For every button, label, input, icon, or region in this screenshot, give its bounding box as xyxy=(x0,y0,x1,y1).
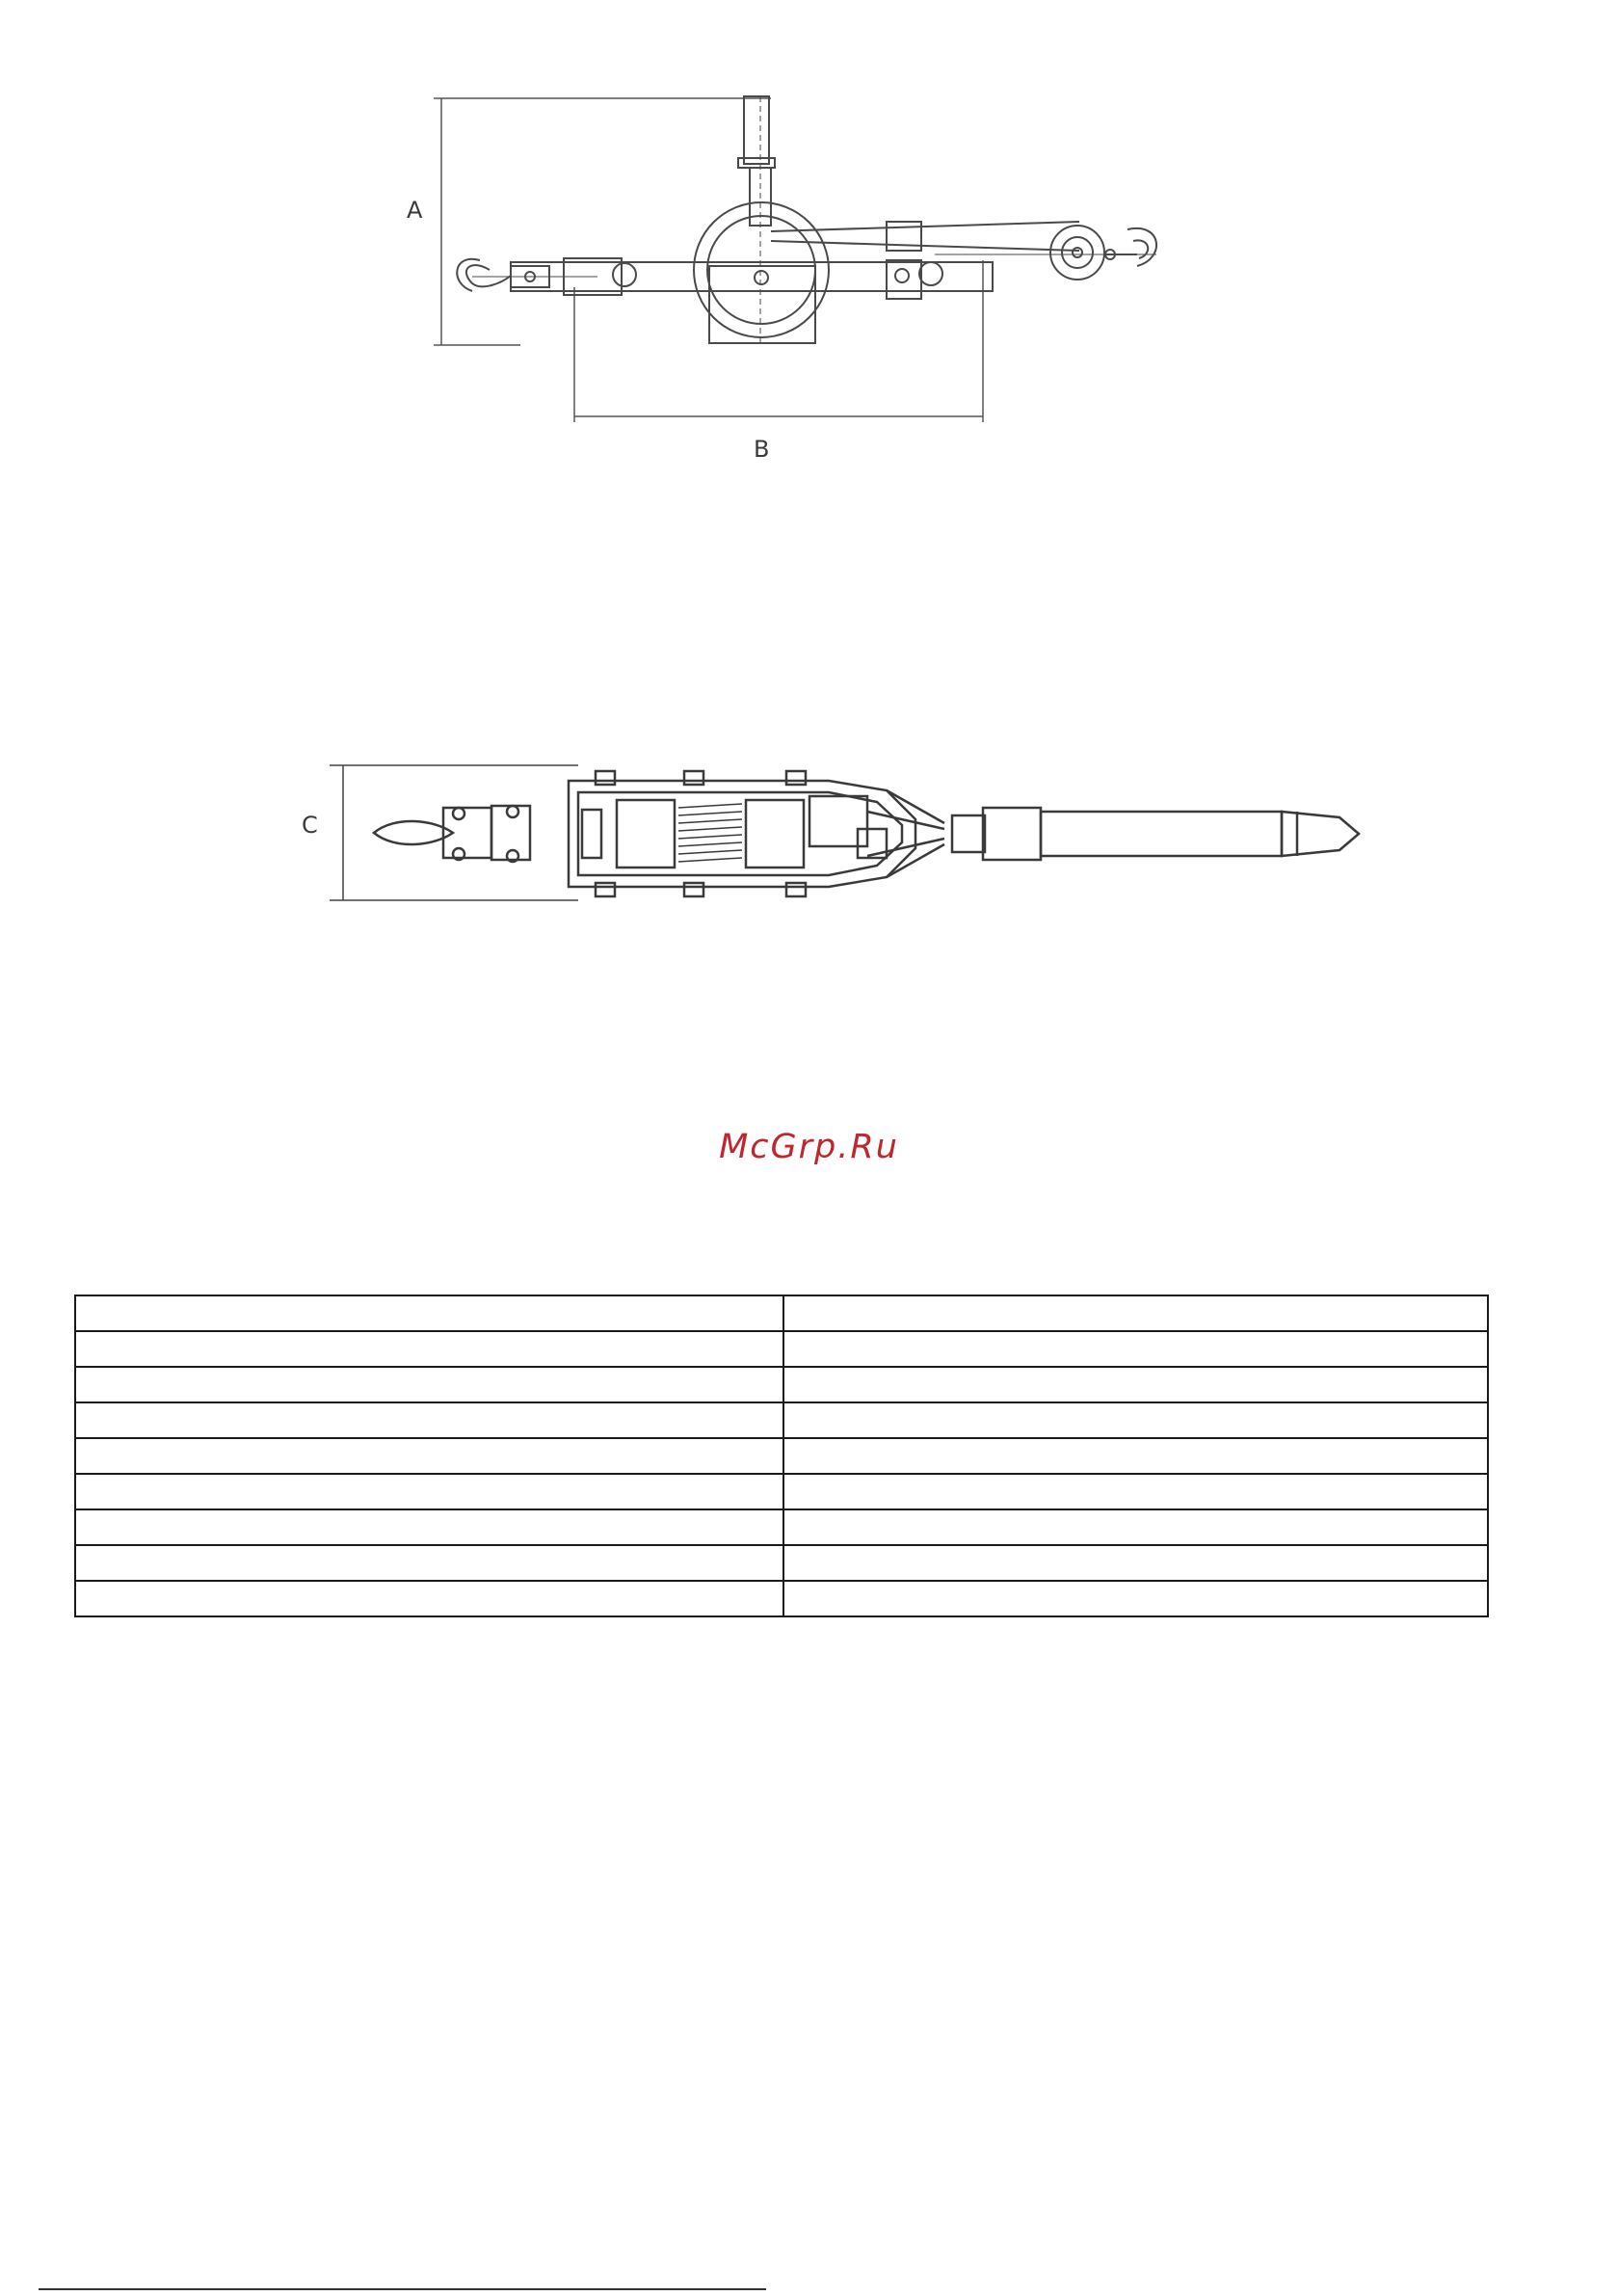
table-row xyxy=(75,1402,1488,1438)
table-row xyxy=(75,1331,1488,1367)
footer-divider xyxy=(39,2288,766,2290)
table-cell xyxy=(783,1367,1488,1402)
table-row xyxy=(75,1474,1488,1509)
table-row xyxy=(75,1438,1488,1474)
table-cell xyxy=(75,1509,783,1545)
table-row xyxy=(75,1367,1488,1402)
table-cell xyxy=(75,1581,783,1616)
dimension-label-b: B xyxy=(754,436,770,463)
table-row xyxy=(75,1295,1488,1331)
table-cell xyxy=(783,1581,1488,1616)
table-cell xyxy=(75,1545,783,1581)
table-row xyxy=(75,1545,1488,1581)
table-cell xyxy=(783,1474,1488,1509)
dimension-label-c: C xyxy=(302,812,318,839)
side-view-drawing xyxy=(366,77,1195,482)
table-cell xyxy=(783,1438,1488,1474)
table-cell xyxy=(75,1438,783,1474)
table-cell xyxy=(75,1331,783,1367)
dimension-label-a: A xyxy=(407,197,423,224)
table-cell xyxy=(75,1402,783,1438)
table-row xyxy=(75,1509,1488,1545)
table-cell xyxy=(75,1295,783,1331)
table-cell xyxy=(75,1367,783,1402)
specifications-table xyxy=(74,1295,1489,1617)
table-cell xyxy=(783,1545,1488,1581)
table-cell xyxy=(783,1402,1488,1438)
top-view-drawing xyxy=(289,742,1407,954)
table-cell xyxy=(783,1295,1488,1331)
table-cell xyxy=(75,1474,783,1509)
table-cell xyxy=(783,1509,1488,1545)
table-cell xyxy=(783,1331,1488,1367)
watermark-text: McGrp.Ru xyxy=(719,1128,899,1166)
table-row xyxy=(75,1581,1488,1616)
